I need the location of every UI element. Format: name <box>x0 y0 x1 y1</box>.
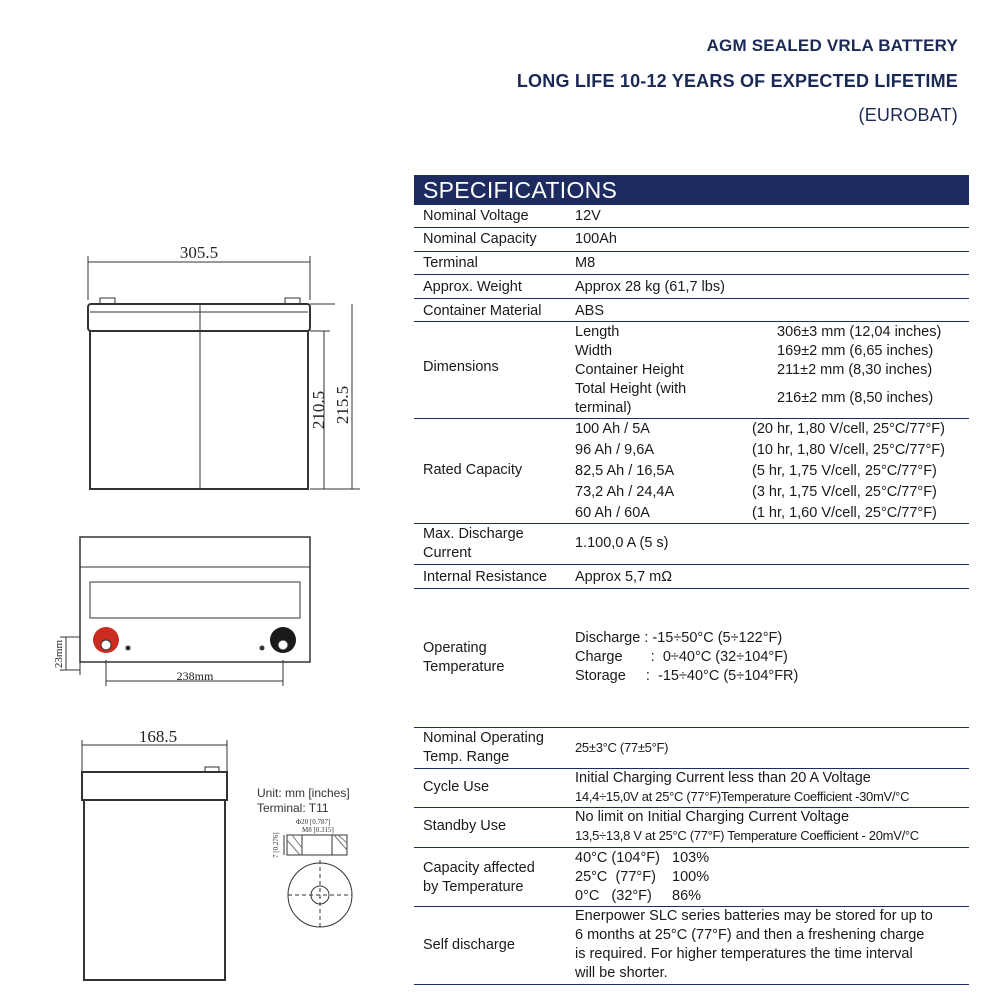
label: Max. Discharge <box>423 526 524 542</box>
label: Self discharge <box>423 937 515 953</box>
dim-value: 211±2 mm (8,30 inches) <box>777 362 933 378</box>
row-nominal-voltage <box>414 205 969 228</box>
diameter-label: Φ20 [0.787] <box>296 818 331 826</box>
depth-label: 7 [0.276] <box>272 832 280 858</box>
value: 12V <box>575 208 601 224</box>
value: 25±3°C (77±5°F) <box>575 740 669 755</box>
row-weight <box>414 275 969 299</box>
label: Capacity affected <box>423 860 535 876</box>
value-line-1: No limit on Initial Charging Current Voltage <box>575 809 850 825</box>
row-operating-temperature <box>414 589 969 728</box>
label: Cycle Use <box>423 779 490 795</box>
row-cycle-use <box>414 769 969 808</box>
row-self-discharge <box>414 907 969 985</box>
label: Terminal <box>423 255 478 271</box>
value-line: 6 months at 25°C (77°F) and then a freshening charge <box>575 927 925 943</box>
technical-drawing <box>0 0 410 1000</box>
cap: 82,5 Ah / 16,5A <box>575 463 675 479</box>
row-internal-resistance <box>414 565 969 589</box>
cap: 96 Ah / 9,6A <box>575 442 655 458</box>
dim-name-cont: terminal) <box>575 400 632 416</box>
cap: 73,2 Ah / 24,4A <box>575 484 675 500</box>
terminal-spacing-label: 238mm <box>176 669 214 683</box>
row-nominal-capacity <box>414 228 969 252</box>
label-cont: Current <box>423 545 472 561</box>
dim-value: 169±2 mm (6,65 inches) <box>777 343 934 359</box>
value-line: will be shorter. <box>575 965 668 981</box>
dim-name: Total Height (with <box>575 381 687 397</box>
value-line-2: 14,4÷15,0V at 25°C (77°F)Temperature Coefficient -30mV/°C <box>575 789 910 804</box>
label: Nominal Voltage <box>423 208 529 224</box>
dim-name: Length <box>575 324 620 340</box>
label: Internal Resistance <box>423 569 548 585</box>
value-line-1: Initial Charging Current less than 20 A Voltage <box>575 770 871 786</box>
value: 1.100,0 A (5 s) <box>575 535 669 551</box>
cap-temp-line: 0°C (32°F) 86% <box>575 888 702 904</box>
m8-label: M8 [0.315] <box>302 826 334 834</box>
cond: (20 hr, 1,80 V/cell, 25°C/77°F) <box>752 421 945 437</box>
temp-line: Charge : 0÷40°C (32÷104°F) <box>575 649 788 665</box>
label: Standby Use <box>423 818 507 834</box>
terminal-note: Terminal: T11 <box>257 801 329 815</box>
dim-name: Container Height <box>575 362 684 378</box>
specifications-table <box>414 205 969 985</box>
cap: 60 Ah / 60A <box>575 505 650 521</box>
label: Container Material <box>423 303 542 319</box>
label: Operating <box>423 640 487 656</box>
row-rated-capacity <box>414 419 969 524</box>
value-line: is required. For higher temperatures the time interval <box>575 946 913 962</box>
temp-line: Discharge : -15÷50°C (5÷122°F) <box>575 630 783 646</box>
row-standby-use <box>414 808 969 848</box>
value-line-2: 13,5÷13,8 V at 25°C (77°F) Temperature Coefficient - 20mV/°C <box>575 828 919 843</box>
row-dimensions <box>414 322 969 419</box>
label: Approx. Weight <box>423 279 522 295</box>
value: ABS <box>575 303 605 319</box>
specifications-title: SPECIFICATIONS <box>414 175 969 205</box>
label: Rated Capacity <box>423 462 523 478</box>
label-cont: Temperature <box>423 659 505 675</box>
cond: (10 hr, 1,80 V/cell, 25°C/77°F) <box>752 442 945 458</box>
row-terminal <box>414 252 969 275</box>
label: Nominal Operating <box>423 730 544 746</box>
value: 100Ah <box>575 231 617 247</box>
container-height-label: 210.5 <box>309 390 328 430</box>
width-label: 168.5 <box>138 727 178 746</box>
cap-temp-line: 40°C (104°F) 103% <box>575 850 710 866</box>
row-container-material <box>414 299 969 322</box>
header-line-1: AGM SEALED VRLA BATTERY <box>706 36 958 55</box>
length-label: 305.5 <box>179 243 219 262</box>
cond: (1 hr, 1,60 V/cell, 25°C/77°F) <box>752 505 937 521</box>
row-max-discharge <box>414 524 969 565</box>
dim-value: 306±3 mm (12,04 inches) <box>777 324 942 340</box>
value: Approx 28 kg (61,7 lbs) <box>575 279 725 295</box>
dim-value: 216±2 mm (8,50 inches) <box>777 390 934 406</box>
cond: (3 hr, 1,75 V/cell, 25°C/77°F) <box>752 484 937 500</box>
cap: 100 Ah / 5A <box>575 421 650 437</box>
unit-note: Unit: mm [inches] <box>257 786 350 800</box>
cap-temp-line: 25°C (77°F) 100% <box>575 869 710 885</box>
label-cont: by Temperature <box>423 879 524 895</box>
row-nominal-operating <box>414 728 969 769</box>
label-cont: Temp. Range <box>423 749 510 765</box>
value: M8 <box>575 255 596 271</box>
dim-name: Width <box>575 343 613 359</box>
row-capacity-temperature <box>414 848 969 907</box>
label: Dimensions <box>423 359 499 375</box>
value-line: Enerpower SLC series batteries may be stored for up to <box>575 908 933 924</box>
header-line-2: LONG LIFE 10-12 YEARS OF EXPECTED LIFETIME <box>516 71 958 91</box>
terminal-offset-label: 23mm <box>53 639 65 669</box>
header-line-3: (EUROBAT) <box>858 105 958 125</box>
total-height-label: 215.5 <box>333 385 352 425</box>
label: Nominal Capacity <box>423 231 537 247</box>
value: Approx 5,7 mΩ <box>575 569 673 585</box>
temp-line: Storage : -15÷40°C (5÷104°FR) <box>575 668 799 684</box>
cond: (5 hr, 1,75 V/cell, 25°C/77°F) <box>752 463 937 479</box>
